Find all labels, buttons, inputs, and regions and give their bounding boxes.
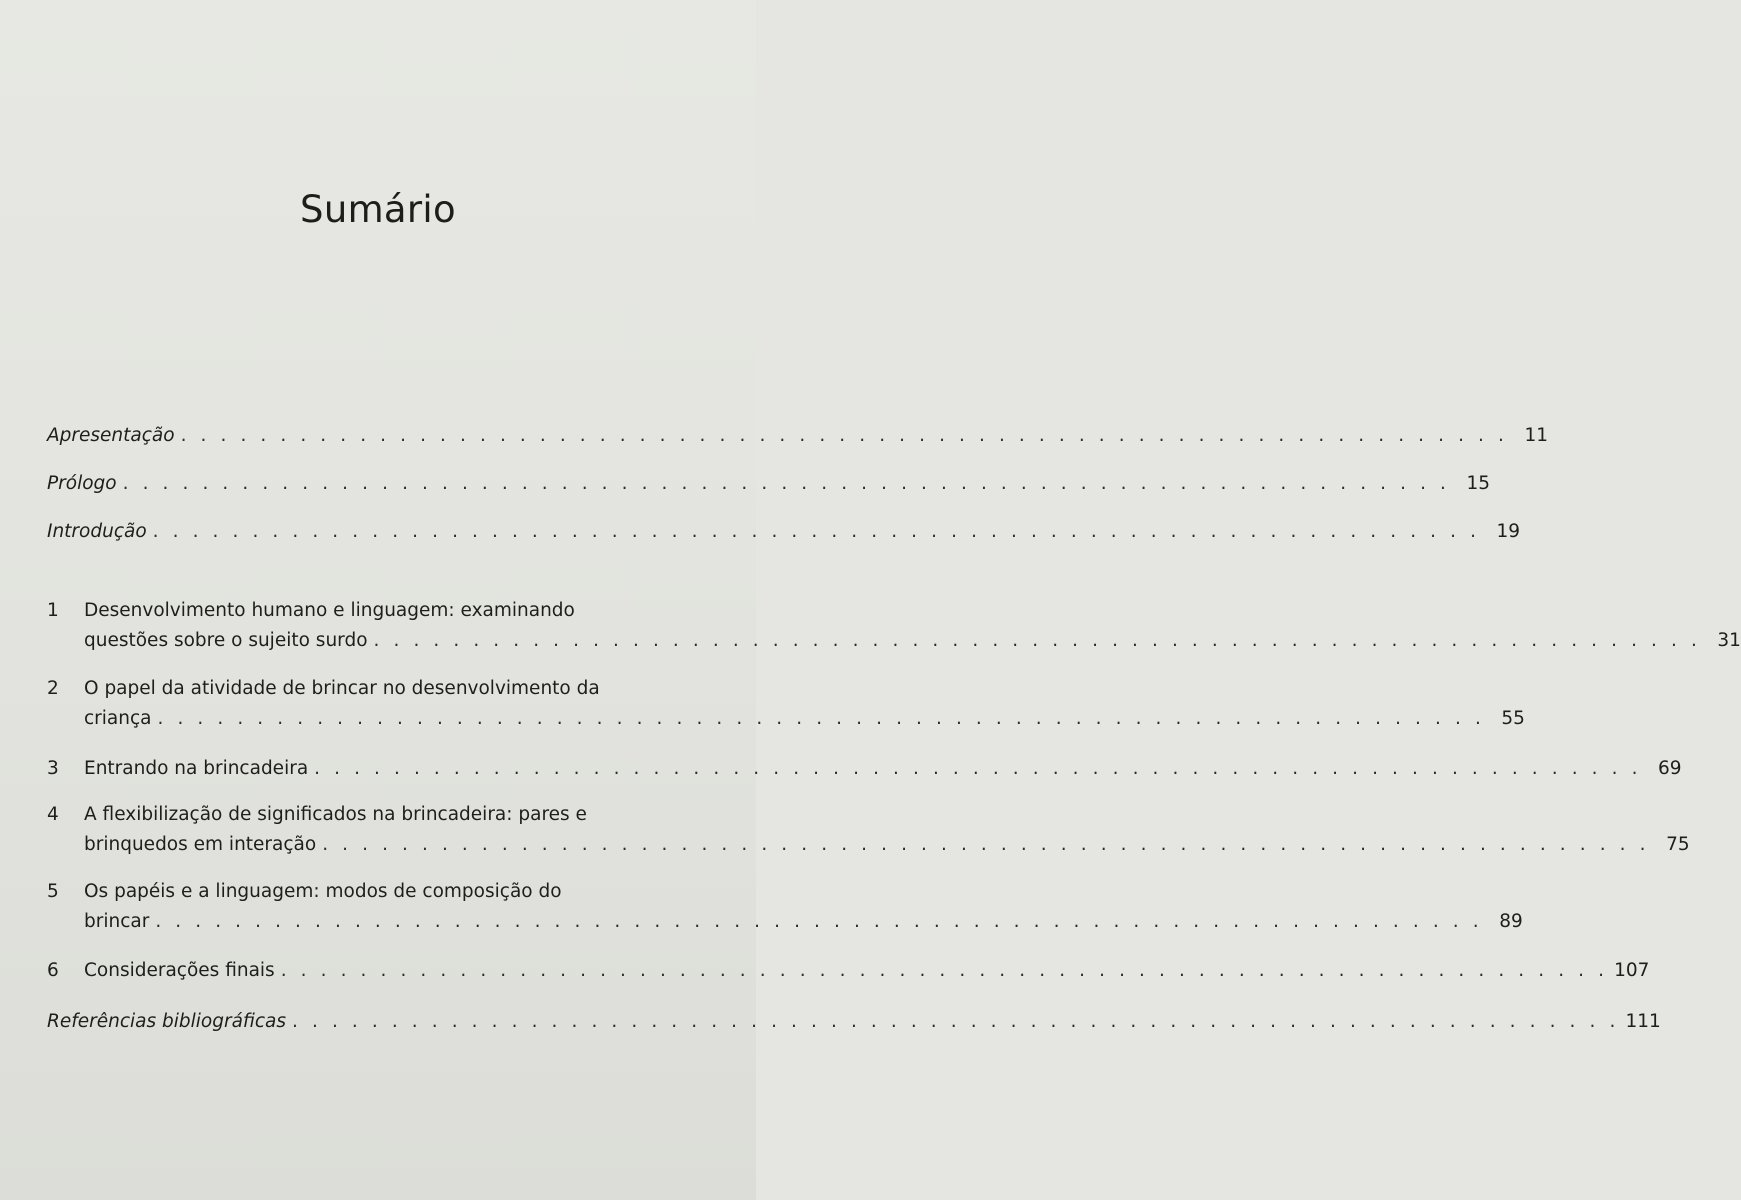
toc-page-number: 31 [1717,630,1741,651]
toc-entry-introducao [47,517,1521,547]
chapter-title-line: brincar [84,911,150,932]
chapter-title-line: A flexibilização de significados na brincadeira: pares e [84,804,587,825]
chapter-title-line: brinquedos em interação [84,834,317,855]
dot-leader: . . . . . . . . . . . . . . . . . . . . . . . . . . . . . . . . . . . . . . . . . . . . . . . . . . . . . . . . . . . . . . . . . . . [373,630,1701,651]
dot-leader: . . . . . . . . . . . . . . . . . . . . . . . . . . . . . . . . . . . . . . . . . . . . . . . . . . . . . . . . . . . . . . . . . . . [314,758,1642,779]
chapter-number: 3 [47,758,59,779]
dot-leader: . . . . . . . . . . . . . . . . . . . . . . . . . . . . . . . . . . . . . . . . . . . . . . . . . . . . . . . . . . . . . . . . . . . [155,911,1483,932]
toc-entry-apresentacao [47,421,1548,451]
dot-leader: . . . . . . . . . . . . . . . . . . . . . . . . . . . . . . . . . . . . . . . . . . . . . . . . . . . . . . . . . . . . . . . . . . . [157,708,1485,729]
toc-page-number: 19 [1496,521,1521,542]
toc-entry-referencias [47,1007,1661,1037]
page-title: Sumário [300,188,456,231]
toc-page-number: 111 [1625,1011,1661,1032]
toc-entry-label: Introdução [47,521,147,542]
toc-entry-prologo [47,469,1491,499]
toc-page-number: 75 [1666,834,1690,855]
dot-leader: . . . . . . . . . . . . . . . . . . . . . . . . . . . . . . . . . . . . . . . . . . . . . . . . . . . . . . . . . . . . . . . . . . . [122,473,1451,494]
toc-page-number: 11 [1524,425,1548,446]
dot-leader: . . . . . . . . . . . . . . . . . . . . . . . . . . . . . . . . . . . . . . . . . . . . . . . . . . . . . . . . . . . . . . . . . . . [180,425,1508,446]
chapter-title-line: questões sobre o sujeito surdo [84,630,368,651]
chapter-title-line: criança [84,708,152,729]
dot-leader: . . . . . . . . . . . . . . . . . . . . . . . . . . . . . . . . . . . . . . . . . . . . . . . . . . . . . . . . . . . . . . . . . . . [152,521,1481,542]
toc-entry-label: Referências bibliográficas [47,1011,287,1032]
chapter-title-line: Os papéis e a linguagem: modos de composição do [84,881,562,902]
chapter-number: 1 [47,600,59,621]
dot-leader: . . . . . . . . . . . . . . . . . . . . . . . . . . . . . . . . . . . . . . . . . . . . . . . . . . . . . . . . . . . . . . . . . . . [292,1011,1620,1032]
toc-entry-label: Apresentação [47,425,175,446]
chapter-number: 6 [47,960,59,981]
chapter-number: 5 [47,881,59,902]
toc-page-number: 15 [1466,473,1491,494]
chapter-title-line: Considerações finais [84,960,275,981]
toc-page-number: 107 [1614,960,1650,981]
chapter-title-line: O papel da atividade de brincar no desenvolvimento da [84,678,600,699]
chapter-number: 2 [47,678,59,699]
dot-leader: . . . . . . . . . . . . . . . . . . . . . . . . . . . . . . . . . . . . . . . . . . . . . . . . . . . . . . . . . . . . . . . . . . . [322,834,1650,855]
toc-page-number: 69 [1658,758,1682,779]
toc-entry-label: Prólogo [47,473,117,494]
dot-leader: . . . . . . . . . . . . . . . . . . . . . . . . . . . . . . . . . . . . . . . . . . . . . . . . . . . . . . . . . . . . . . . . . . . [280,960,1609,981]
chapter-title-line: Desenvolvimento humano e linguagem: examinando [84,600,575,621]
chapter-number: 4 [47,804,59,825]
chapter-title-line: Entrando na brincadeira [84,758,309,779]
toc-page-number: 55 [1501,708,1525,729]
toc-page-number: 89 [1499,911,1523,932]
